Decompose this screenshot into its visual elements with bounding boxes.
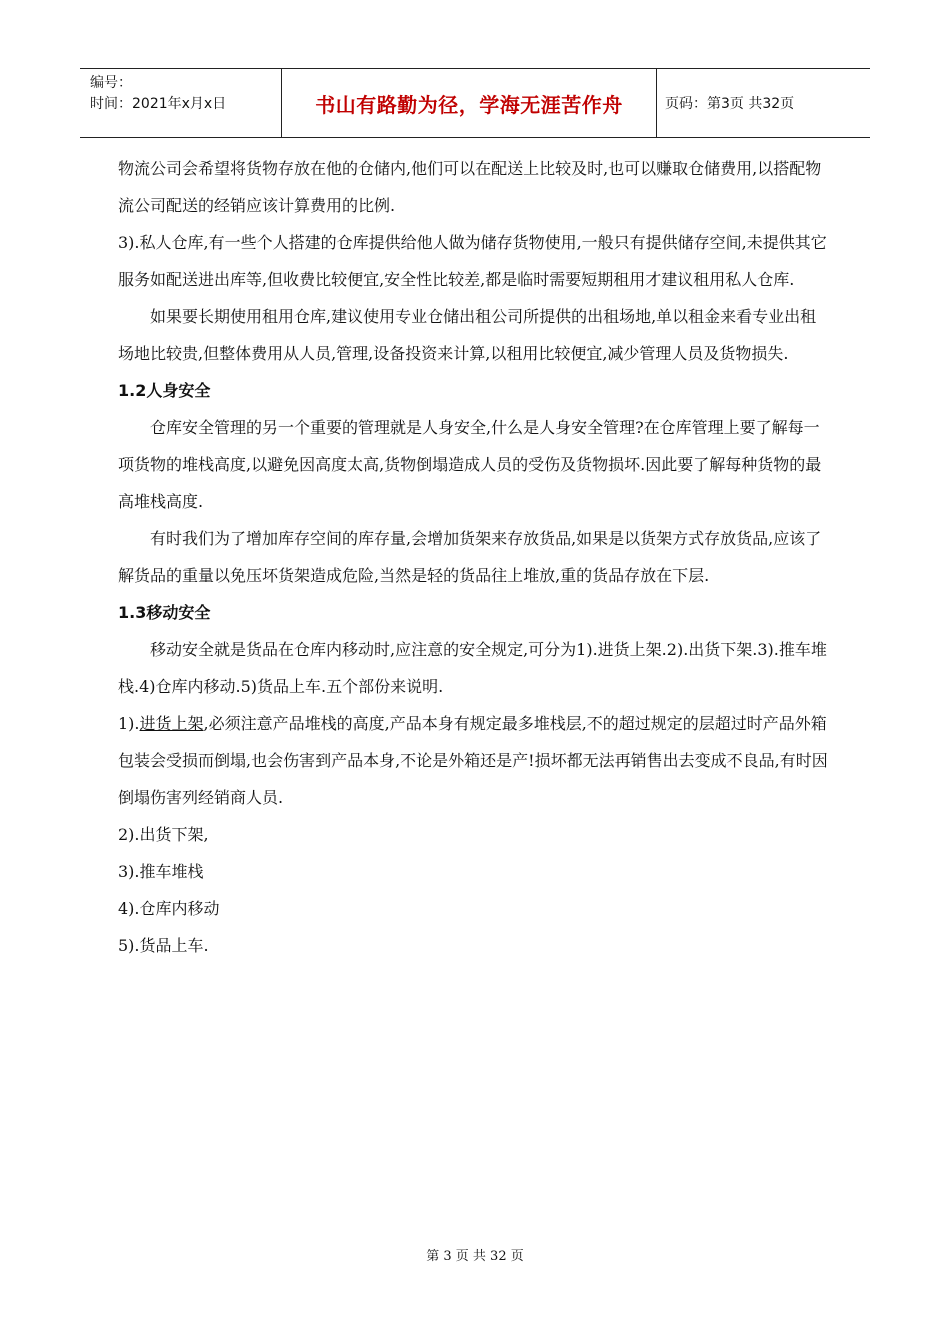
document-number-label: 编号： [90, 75, 132, 91]
paragraph-private-warehouse: 3).私人仓库,有一些个人搭建的仓库提供给他人做为储存货物使用,一般只有提供储存空间,未提供其它服务如配送进出库等,但收费比较便宜,安全性比较差,都是临时需要短期租用才建议租用私人仓库. [118, 233, 827, 289]
paragraph-personal-safety: 仓库安全管理的另一个重要的管理就是人身安全,什么是人身安全管理?在仓库管理上要了解每一项货物的堆栈高度,以避免因高度太高,货物倒塌造成人员的受伤及货物损坏.因此要了解每种货物的最高堆栈高度. [118, 418, 822, 511]
paragraph-inbound-shelving [118, 705, 830, 816]
page-footer: 第 3 页 共 32 页 [426, 1249, 524, 1264]
document-body [118, 150, 830, 964]
underlined-term: 进货上架 [139, 714, 204, 733]
header-page-info: 页码：第3页 共32页 [665, 96, 795, 112]
page-header [80, 68, 870, 138]
paragraph-logistics-storage: 物流公司会希望将货物存放在他的仓储内,他们可以在配送上比较及时,也可以赚取仓储费用,以搭配物流公司配送的经销应该计算费用的比例. [118, 159, 822, 215]
paragraph-shelving: 有时我们为了增加库存空间的库存量,会增加货架来存放货品,如果是以货架方式存放货品,应该了解货品的重量以免压坏货架造成危险,当然是轻的货品往上堆放,重的货品存放在下层. [118, 529, 822, 585]
section-heading-movement-safety: 1.3移动安全 [118, 603, 211, 622]
header-left-cell [80, 69, 282, 137]
list-item-outbound: 2).出货下架, [118, 825, 209, 844]
list-item-cart-stacking: 3).推车堆栈 [118, 862, 204, 881]
document-date: 时间：2021年x月x日 [90, 96, 227, 112]
section-heading-personal-safety: 1.2人身安全 [118, 381, 211, 400]
list-item-warehouse-movement: 4).仓库内移动 [118, 899, 220, 918]
paragraph-movement-safety: 移动安全就是货品在仓库内移动时,应注意的安全规定,可分为1).进货上架.2).出货下架.3).推车堆栈.4)仓库内移动.5)货品上车.五个部份来说明. [118, 640, 827, 696]
list-item-loading: 5).货品上车. [118, 936, 209, 955]
inbound-shelving-text: ,必须注意产品堆栈的高度,产品本身有规定最多堆栈层,不的超过规定的层超过时产品外箱包装会受损而倒塌,也会伤害到产品本身,不论是外箱还是产!损坏都无法再销售出去变成不良品,有时因倒塌伤害列经销商人员. [118, 714, 828, 807]
list-number: 1). [118, 714, 140, 733]
paragraph-long-term-rental: 如果要长期使用租用仓库,建议使用专业仓储出租公司所提供的出租场地,单以租金来看专业出租场地比较贵,但整体费用从人员,管理,设备投资来计算,以租用比较便宜,减少管理人员及货物损失. [118, 307, 817, 363]
header-motto: 书山有路勤为径，学海无涯苦作舟 [282, 69, 657, 137]
